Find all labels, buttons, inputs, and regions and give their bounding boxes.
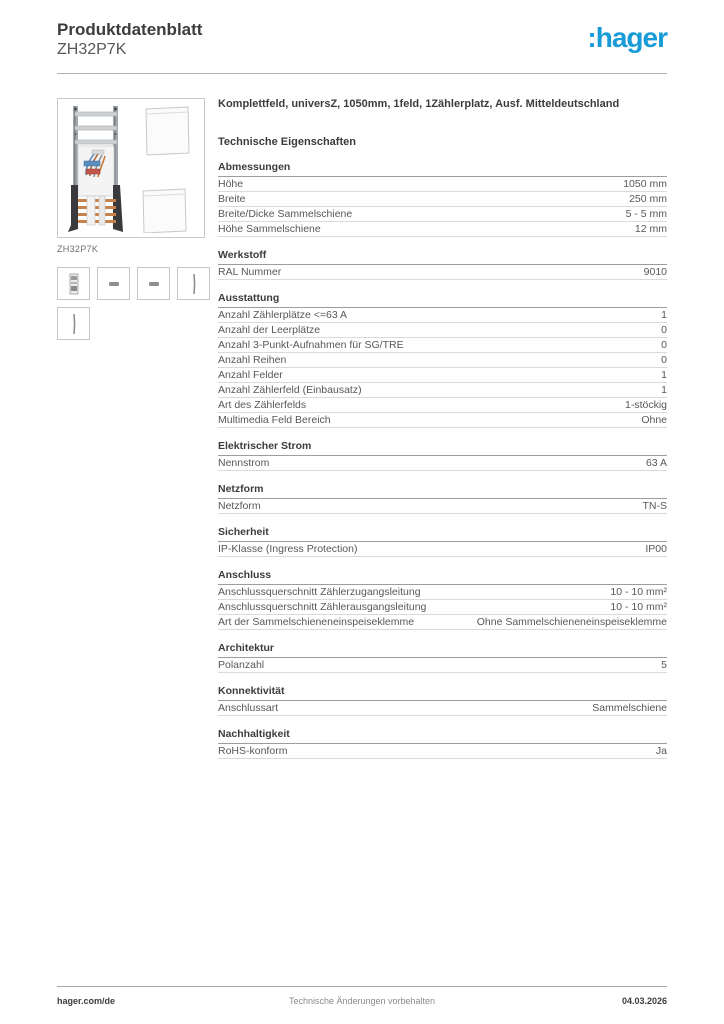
spec-row [218,323,667,338]
spec-row [218,308,667,323]
spec-label: Breite/Dicke Sammelschiene [218,207,353,220]
spec-value: Ohne [641,413,667,426]
spec-section [218,569,667,630]
header-divider [57,73,667,74]
spec-row [218,338,667,353]
spec-row [218,499,667,514]
spec-value: 0 [661,353,667,366]
spec-value: 10 - 10 mm² [610,600,667,613]
thumbnail-gallery [57,267,217,347]
spec-section [218,642,667,673]
spec-value: 0 [661,338,667,351]
spec-section-title: Ausstattung [218,292,667,308]
spec-row [218,222,667,237]
header-titles [57,20,202,60]
spec-row [218,542,667,557]
spec-section [218,728,667,759]
spec-section [218,483,667,514]
spec-value: 12 mm [634,222,667,235]
spec-row [218,744,667,759]
spec-value: 5 - 5 mm [625,207,667,220]
thumbnail-clamp-2 [137,267,170,300]
spec-row [218,456,667,471]
product-image-caption: ZH32P7K [57,244,99,255]
spec-row [218,600,667,615]
spec-value: 0 [661,323,667,336]
spec-row [218,207,667,222]
spec-label: Multimedia Feld Bereich [218,413,331,426]
spec-row [218,353,667,368]
media-column [57,98,205,759]
spec-label: Nennstrom [218,456,270,469]
hager-logo: :hager [587,22,667,53]
spec-label: Art der Sammelschieneneinspeiseklemme [218,615,415,628]
spec-section [218,292,667,428]
spec-value: 63 A [645,456,667,469]
spec-value: 9010 [643,265,667,278]
busbar-clamp-icon [148,280,160,288]
thumbnail-clamp-1 [97,267,130,300]
spec-label: Anschlussquerschnitt Zählerausgangsleitung [218,600,427,613]
spec-section-title: Konnektivität [218,685,667,701]
spec-row [218,398,667,413]
spec-label: Anzahl Zählerplätze <=63 A [218,308,348,321]
spec-column [218,98,667,759]
thumbnail-rail-2 [57,307,90,340]
spec-value: 10 - 10 mm² [610,585,667,598]
spec-section-title: Werkstoff [218,249,667,265]
spec-label: Anschlussart [218,701,279,714]
spec-label: RAL Nummer [218,265,282,278]
spec-row [218,368,667,383]
spec-section [218,440,667,471]
page-title: Produktdatenblatt [57,20,203,39]
thumbnail-rail-1 [177,267,210,300]
spec-section-title: Anschluss [218,569,667,585]
spec-value: 1 [661,308,667,321]
spec-section-title: Sicherheit [218,526,667,542]
spec-section [218,249,667,280]
spec-label: Anzahl 3-Punkt-Aufnahmen für SG/TRE [218,338,404,351]
main-content [57,98,667,759]
header [57,20,667,60]
busbar-clamp-icon [108,280,120,288]
spec-section [218,526,667,557]
spec-section-title: Nachhaltigkeit [218,728,667,744]
spec-section-title: Netzform [218,483,667,499]
spec-label: Art des Zählerfelds [218,398,307,411]
spec-value: Sammelschiene [592,701,667,714]
spec-row [218,177,667,192]
spec-value: 5 [661,658,667,671]
spec-sections [218,161,667,759]
spec-section-title: Elektrischer Strom [218,440,667,456]
spec-value: 1-stöckig [624,398,667,411]
spec-row [218,383,667,398]
spec-label: Anzahl der Leerplätze [218,323,321,336]
product-reference: ZH32P7K [57,41,127,59]
spec-row [218,265,667,280]
product-description: Komplettfeld, universZ, 1050mm, 1feld, 1Zählerplatz, Ausf. Mitteldeutschland [218,98,620,111]
spec-label: Anschlussquerschnitt Zählerzugangsleitung [218,585,421,598]
footer-divider [57,986,667,987]
spec-value: TN-S [642,499,667,512]
spec-label: Anzahl Reihen [218,353,287,366]
spec-row [218,585,667,600]
spec-label: Höhe Sammelschiene [218,222,321,235]
spec-label: IP-Klasse (Ingress Protection) [218,542,358,555]
spec-label: Breite [218,192,246,205]
spec-label: Netzform [218,499,261,512]
spec-row [218,701,667,716]
thumbnail-meter-module [57,267,90,300]
spec-value: Ja [655,744,667,757]
spec-value: Ohne Sammelschieneneinspeiseklemme [476,615,667,628]
spec-value: 250 mm [629,192,667,205]
spec-label: Anzahl Zählerfeld (Einbausatz) [218,383,362,396]
spec-value: IP00 [645,542,667,555]
spec-value: 1050 mm [623,177,667,190]
product-image [62,103,200,233]
rail-icon [71,313,77,335]
spec-label: Polanzahl [218,658,265,671]
product-image-frame [57,98,205,238]
spec-section-title: Architektur [218,642,667,658]
spec-label: Anzahl Felder [218,368,283,381]
footer-disclaimer: Technische Änderungen vorbehalten [288,996,436,1006]
rail-icon [191,273,197,295]
spec-label: Höhe [218,177,244,190]
spec-label: RoHS-konform [218,744,288,757]
footer [57,986,667,1006]
spec-section [218,161,667,237]
spec-row [218,192,667,207]
spec-row [218,658,667,673]
spec-value: 1 [661,383,667,396]
footer-date: 04.03.2026 [621,996,667,1006]
footer-website-link[interactable]: hager.com/de [57,996,116,1006]
spec-row [218,413,667,428]
spec-row [218,615,667,630]
footer-row [57,996,667,1006]
spec-value: 1 [661,368,667,381]
tech-properties-title: Technische Eigenschaften [218,136,356,149]
spec-section [218,685,667,716]
spec-section-title: Abmessungen [218,161,667,177]
meter-module-icon [68,273,80,295]
